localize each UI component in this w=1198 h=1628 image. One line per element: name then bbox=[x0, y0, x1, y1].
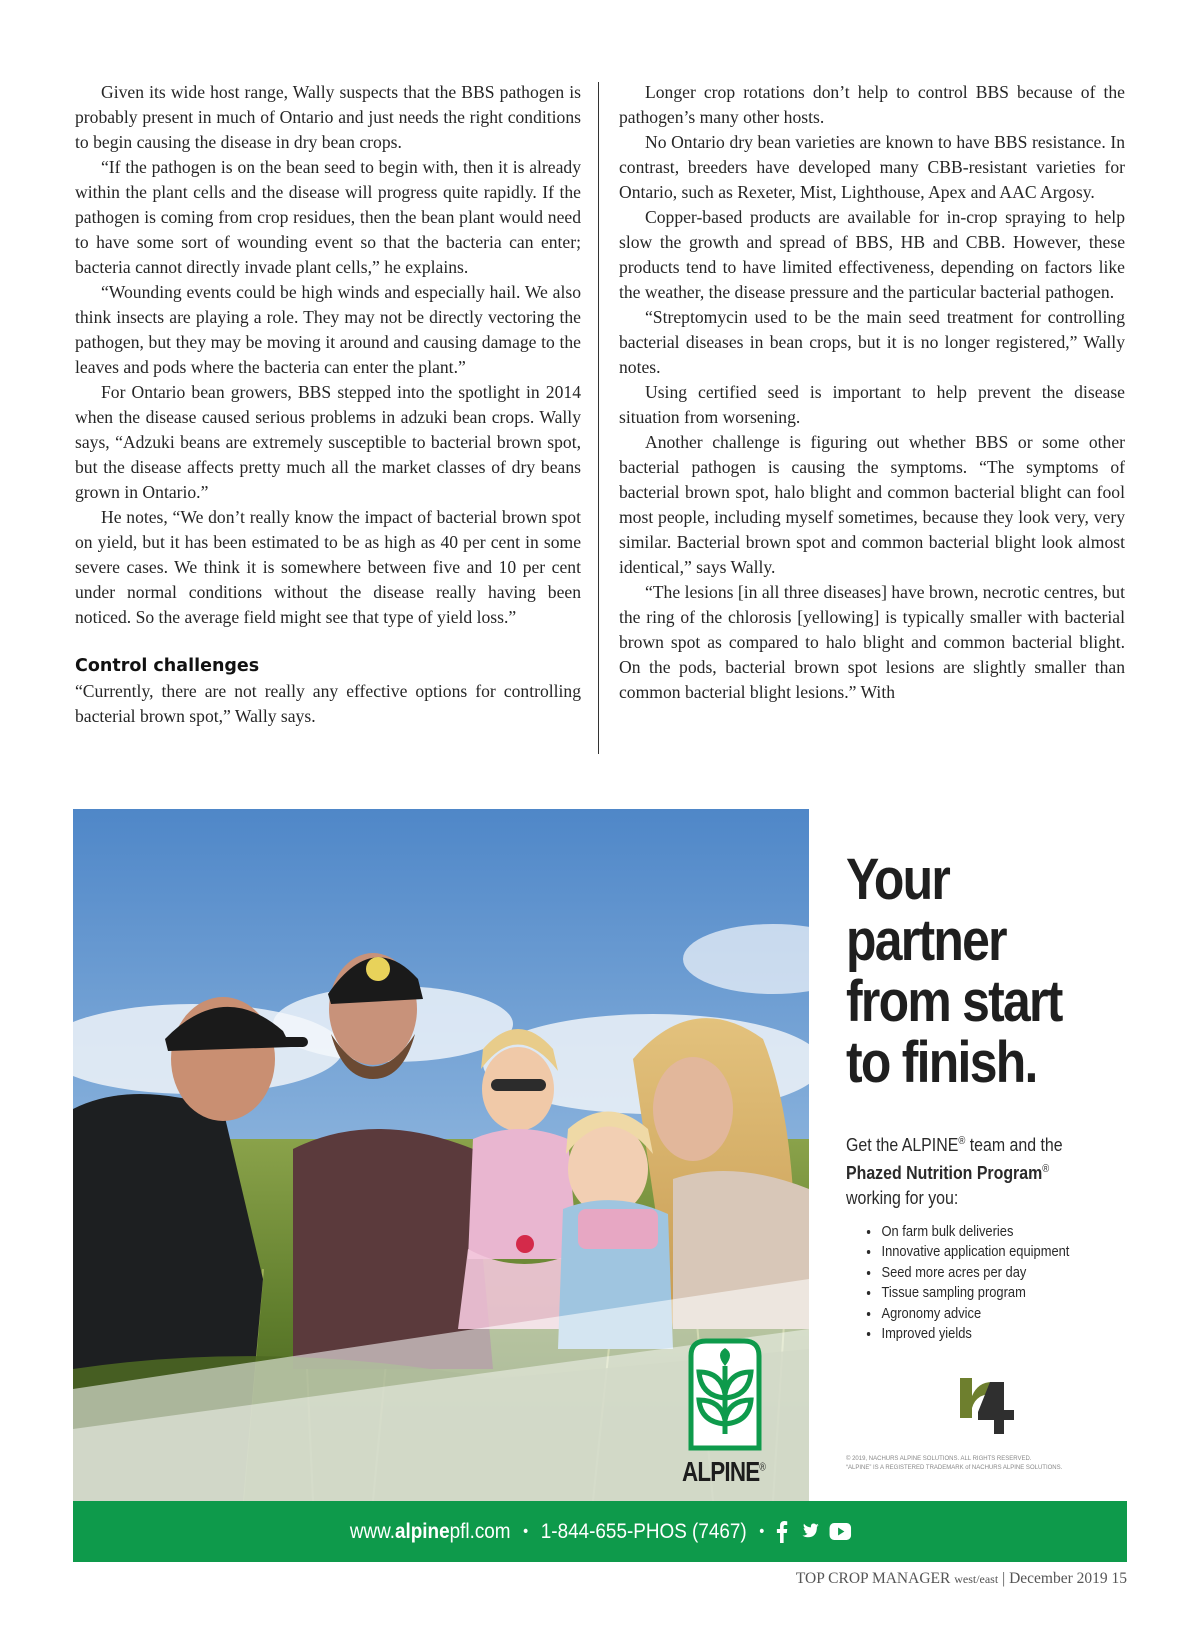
paragraph: He notes, “We don’t really know the impact of bacterial brown spot on yield, but it has been estimated to be as high as 40 per cent in some severe cases. We think it is somewhere between five and 10 per cent under normal conditions without the disease really having been noticed. So the average field might see that type of yield loss.” bbox=[75, 507, 581, 627]
edition-label: west/east bbox=[954, 1572, 999, 1586]
list-item: • Improved yields bbox=[880, 1324, 1112, 1344]
paragraph: “Streptomycin used to be the main seed treatment for controlling bacterial diseases in bean crops, but it is no longer registered,” Wally notes. bbox=[619, 307, 1125, 377]
copyright-line: “ALPINE” IS A REGISTERED TRADEMARK of NACHURS ALPINE SOLUTIONS. bbox=[846, 1465, 1063, 1471]
article-column-right bbox=[619, 80, 1125, 705]
list-item: • Tissue sampling program bbox=[880, 1283, 1112, 1303]
intro-text: team and the bbox=[965, 1134, 1063, 1156]
r4-logo-icon bbox=[956, 1374, 1018, 1438]
headline-line: partner bbox=[846, 908, 1006, 973]
ad-headline bbox=[846, 849, 1062, 1093]
registered-mark: ® bbox=[1042, 1163, 1050, 1176]
list-item: • Innovative application equipment bbox=[880, 1242, 1112, 1262]
bullet-separator: • bbox=[759, 1522, 765, 1540]
list-item: • Agronomy advice bbox=[880, 1304, 1112, 1324]
paragraph: Another challenge is figuring out whether BBS or some other bacterial pathogen is causing the symptoms. “The symptoms of bacterial brown spot, halo blight and common bacterial blight can fool most people, including myself sometimes, because they look very, very similar. Bacterial brown spot and common bacterial blight look almost identical,” says Wally. bbox=[619, 432, 1125, 577]
ad-contact-bar bbox=[73, 1501, 1127, 1562]
magazine-name: TOP CROP MANAGER bbox=[795, 1570, 951, 1587]
registered-mark: ® bbox=[759, 1461, 766, 1474]
column-divider bbox=[598, 82, 599, 754]
date-page-number: December 2019 15 bbox=[1009, 1570, 1127, 1587]
facebook-icon[interactable] bbox=[775, 1521, 788, 1543]
website-link[interactable] bbox=[350, 1520, 511, 1544]
website-text: alpine bbox=[394, 1519, 450, 1543]
brand-name: ALPINE bbox=[682, 1456, 760, 1487]
ad-intro-text bbox=[846, 1129, 1104, 1210]
article-column-left bbox=[75, 80, 581, 729]
paragraph: No Ontario dry bean varieties are known to have BBS resistance. In contrast, breeders have developed many CBB-resistant varieties for Ontario, such as Rexeter, Mist, Lighthouse, Apex and AAC Argosy. bbox=[619, 132, 1125, 202]
feature-list bbox=[866, 1222, 1112, 1344]
paragraph: “If the pathogen is on the bean seed to begin with, then it is already within the plant cells and the disease will progress quite rapidly. If the pathogen is coming from crop residues, then the bean plant would need to have some sort of wounding event so that the bacteria can enter; bacteria cannot directly invade plant cells,” he explains. bbox=[75, 157, 581, 277]
website-text: www. bbox=[349, 1519, 395, 1543]
intro-text: Get the ALPINE bbox=[846, 1134, 959, 1156]
ad-copyright bbox=[846, 1455, 1106, 1473]
alpine-advertisement bbox=[73, 809, 1127, 1562]
youtube-icon[interactable] bbox=[829, 1523, 851, 1540]
registered-mark: ® bbox=[958, 1135, 966, 1147]
alpine-wordmark bbox=[682, 1456, 765, 1488]
twitter-icon[interactable] bbox=[798, 1523, 818, 1541]
page-folio: TOP CROP MANAGER west/east | December 2019 15 bbox=[795, 1570, 1127, 1587]
list-item: • Seed more acres per day bbox=[880, 1263, 1112, 1283]
paragraph: Longer crop rotations don’t help to control BBS because of the pathogen’s many other hosts. bbox=[619, 82, 1125, 127]
intro-text: working for you: bbox=[846, 1187, 959, 1209]
paragraph: For Ontario bean growers, BBS stepped into the spotlight in 2014 when the disease caused serious problems in adzuki bean crops. Wally says, “Adzuki beans are extremely susceptible to bacterial brown spot, but the disease affects pretty much all the market classes of dry beans grown in Ontario.” bbox=[75, 382, 581, 502]
bullet-separator: • bbox=[522, 1522, 528, 1540]
website-text: pfl.com bbox=[449, 1519, 511, 1543]
headline-line: Your bbox=[846, 847, 950, 912]
paragraph: Using certified seed is important to help prevent the disease situation from worsening. bbox=[619, 382, 1125, 427]
paragraph: “Wounding events could be high winds and especially hail. We also think insects are playing a role. They may not be directly vectoring the pathogen, but they may be moving it around and causing damage to the leaves and pods where the bacteria can enter the plant.” bbox=[75, 282, 581, 377]
list-item: • On farm bulk deliveries bbox=[880, 1222, 1112, 1242]
ad-copy-panel bbox=[846, 809, 1127, 1501]
paragraph: Given its wide host range, Wally suspects that the BBS pathogen is probably present in much of Ontario and just needs the right conditions to begin causing the disease in dry bean crops. bbox=[75, 82, 581, 152]
section-subheading: Control challenges bbox=[75, 656, 260, 676]
headline-line: from start bbox=[846, 969, 1062, 1034]
paragraph: “The lesions [in all three diseases] have brown, necrotic centres, but the ring of the chlorosis [yellowing] is typically smaller with bacterial brown spot as compared to halo blight and common bacterial blight. On the pods, bacterial brown spot lesions are slightly smaller than common bacterial blight lesions.” With bbox=[619, 582, 1125, 702]
copyright-line: © 2019, NACHURS ALPINE SOLUTIONS. ALL RIGHTS RESERVED. bbox=[846, 1456, 1032, 1462]
program-name: Phazed Nutrition Program bbox=[846, 1162, 1043, 1184]
paragraph: Copper-based products are available for in-crop spraying to help slow the growth and spread of BBS, HB and CBB. However, these products tend to have limited effectiveness, depending on factors like the weather, the disease pressure and the particular bacterial pathogen. bbox=[619, 207, 1125, 302]
phone-number[interactable]: 1-844-655-PHOS (7467) bbox=[540, 1519, 747, 1543]
paragraph: “Currently, there are not really any effective options for controlling bacterial brown spot,” Wally says. bbox=[75, 681, 581, 726]
alpine-leaf-logo-icon bbox=[681, 1336, 769, 1454]
headline-line: to finish. bbox=[846, 1030, 1037, 1095]
